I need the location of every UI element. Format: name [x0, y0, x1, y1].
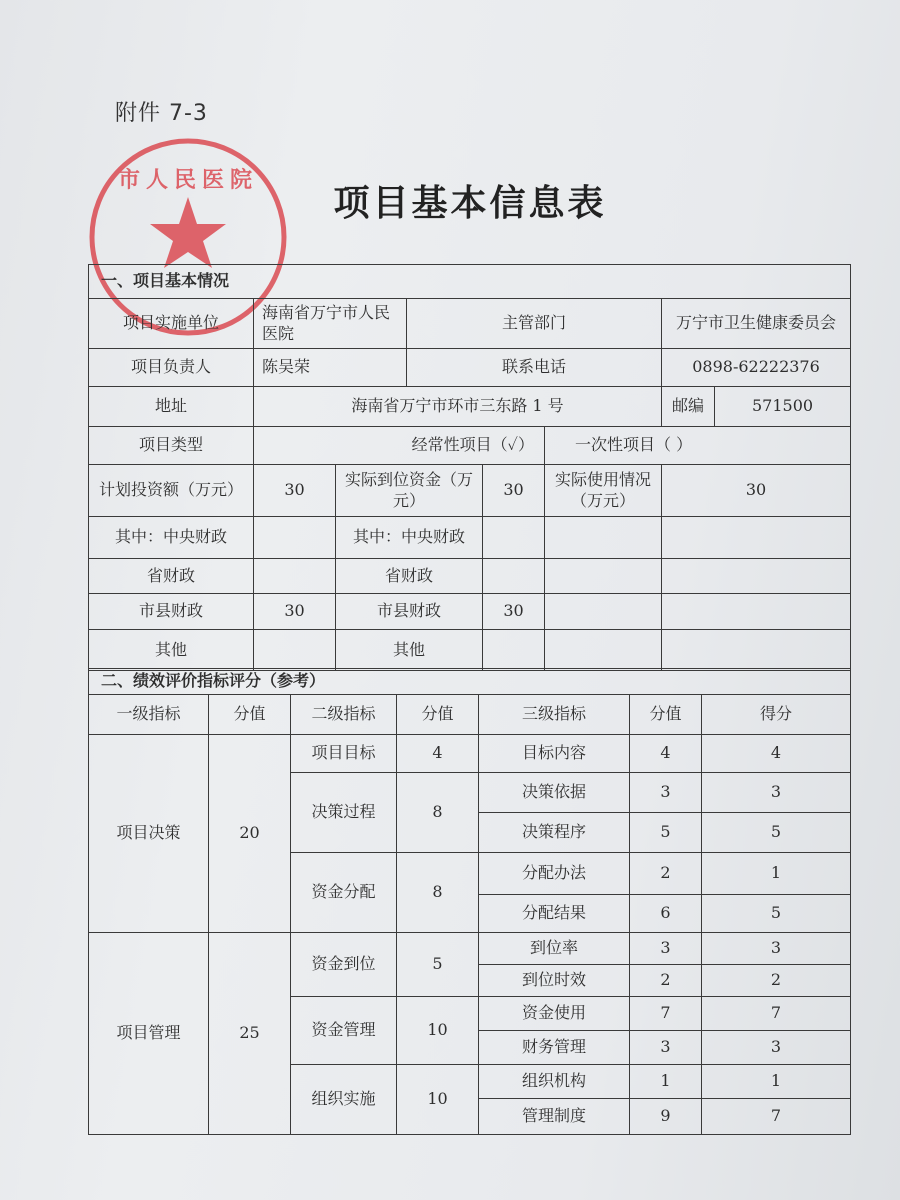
leader-label: 项目负责人: [89, 349, 254, 387]
central-label-2: 其中：中央财政: [336, 517, 483, 559]
score-table: [88, 668, 851, 1135]
level3-score: 3: [630, 1031, 702, 1065]
type-label: 项目类型: [89, 427, 254, 465]
level2-score: 5: [397, 933, 479, 997]
unit-value: 海南省万宁市人民医院: [254, 299, 407, 349]
level3-score: 4: [630, 735, 702, 773]
level3-score: 5: [630, 813, 702, 853]
level3-name: 财务管理: [479, 1031, 630, 1065]
address-label: 地址: [89, 387, 254, 427]
level3-got: 2: [702, 965, 851, 997]
zip-label: 邮编: [662, 387, 715, 427]
level1-name: 项目决策: [89, 735, 209, 933]
phone-value: 0898-62222376: [662, 349, 851, 387]
section1-heading: 一、项目基本情况: [89, 265, 851, 299]
used-value: 30: [662, 465, 851, 517]
plan-value: 30: [254, 465, 336, 517]
level3-name: 分配结果: [479, 895, 630, 933]
level3-score: 7: [630, 997, 702, 1031]
level1-score: 25: [209, 933, 291, 1135]
level3-score: 1: [630, 1065, 702, 1099]
level3-name: 到位率: [479, 933, 630, 965]
level3-score: 3: [630, 933, 702, 965]
level3-name: 管理制度: [479, 1099, 630, 1135]
level3-got: 1: [702, 1065, 851, 1099]
level3-score: 9: [630, 1099, 702, 1135]
level2-score: 8: [397, 853, 479, 933]
county-label: 市县财政: [89, 594, 254, 630]
level1-name: 项目管理: [89, 933, 209, 1135]
dept-label: 主管部门: [407, 299, 662, 349]
zip-value: 571500: [715, 387, 851, 427]
level3-got: 3: [702, 1031, 851, 1065]
arrived-value: 30: [483, 465, 545, 517]
central-label: 其中：中央财政: [89, 517, 254, 559]
level3-score: 3: [630, 773, 702, 813]
level2-score: 4: [397, 735, 479, 773]
county-label-2: 市县财政: [336, 594, 483, 630]
level3-got: 1: [702, 853, 851, 895]
used-label: 实际使用情况（万元）: [545, 465, 662, 517]
level2-score: 8: [397, 773, 479, 853]
header-level3: 三级指标: [479, 695, 630, 735]
level3-name: 决策依据: [479, 773, 630, 813]
other-label: 其他: [89, 630, 254, 671]
level3-got: 5: [702, 813, 851, 853]
section2-heading: 二、绩效评价指标评分（参考）: [89, 669, 851, 695]
county-value: 30: [254, 594, 336, 630]
header-level2: 二级指标: [291, 695, 397, 735]
level2-name: 决策过程: [291, 773, 397, 853]
level2-score: 10: [397, 1065, 479, 1135]
level3-got: 4: [702, 735, 851, 773]
basic-info-table: [88, 264, 851, 671]
header-level1: 一级指标: [89, 695, 209, 735]
level3-got: 3: [702, 773, 851, 813]
arrived-label: 实际到位资金（万元）: [336, 465, 483, 517]
phone-label: 联系电话: [407, 349, 662, 387]
level2-name: 项目目标: [291, 735, 397, 773]
leader-value: 陈吴荣: [254, 349, 407, 387]
level3-name: 分配办法: [479, 853, 630, 895]
level3-name: 资金使用: [479, 997, 630, 1031]
level3-name: 组织机构: [479, 1065, 630, 1099]
header-got: 得分: [702, 695, 851, 735]
header-score3: 分值: [630, 695, 702, 735]
level3-got: 3: [702, 933, 851, 965]
dept-value: 万宁市卫生健康委员会: [662, 299, 851, 349]
level2-name: 组织实施: [291, 1065, 397, 1135]
level3-got: 7: [702, 997, 851, 1031]
type-regular: 经常性项目（✓）: [254, 427, 545, 465]
level3-name: 目标内容: [479, 735, 630, 773]
level3-name: 到位时效: [479, 965, 630, 997]
level2-name: 资金到位: [291, 933, 397, 997]
level3-name: 决策程序: [479, 813, 630, 853]
other-label-2: 其他: [336, 630, 483, 671]
level3-score: 2: [630, 853, 702, 895]
level3-score: 6: [630, 895, 702, 933]
level3-score: 2: [630, 965, 702, 997]
level1-score: 20: [209, 735, 291, 933]
header-score1: 分值: [209, 695, 291, 735]
level3-got: 7: [702, 1099, 851, 1135]
level2-name: 资金管理: [291, 997, 397, 1065]
level2-name: 资金分配: [291, 853, 397, 933]
prov-label-2: 省财政: [336, 559, 483, 594]
prov-label: 省财政: [89, 559, 254, 594]
address-value: 海南省万宁市环市三东路 1 号: [254, 387, 662, 427]
svg-text:市人民医院: 市人民医院: [117, 168, 259, 193]
level2-score: 10: [397, 997, 479, 1065]
plan-label: 计划投资额（万元）: [89, 465, 254, 517]
page-title: 项目基本信息表: [333, 183, 607, 224]
unit-label: 项目实施单位: [89, 299, 254, 349]
attachment-label: 附件 7-3: [115, 101, 208, 126]
level3-got: 5: [702, 895, 851, 933]
header-score2: 分值: [397, 695, 479, 735]
type-once: 一次性项目（ ）: [545, 427, 851, 465]
county-value-2: 30: [483, 594, 545, 630]
